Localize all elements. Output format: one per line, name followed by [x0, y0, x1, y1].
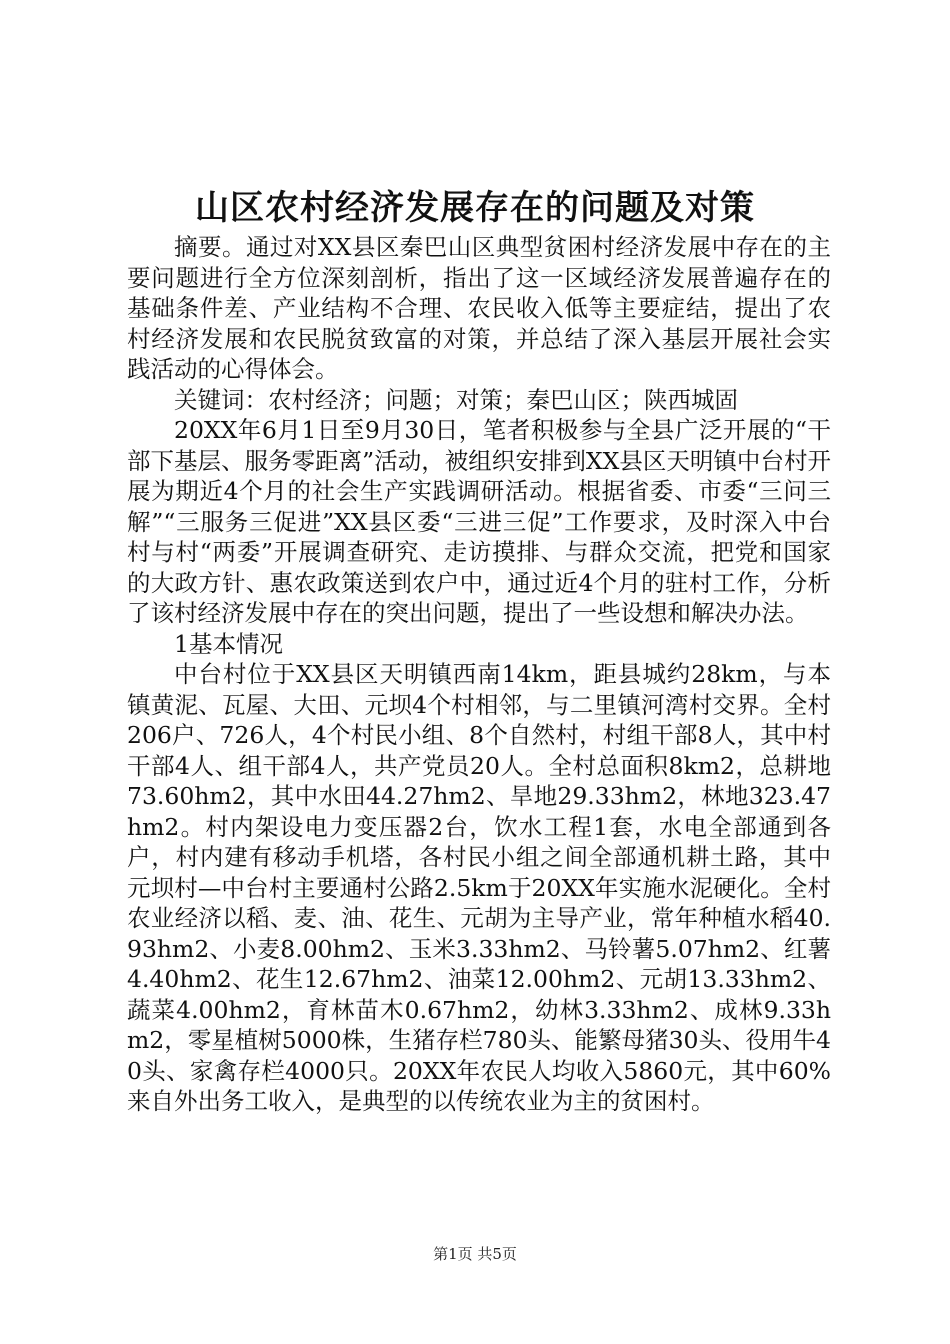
abstract-paragraph: 摘要。通过对XX县区秦巴山区典型贫困村经济发展中存在的主要问题进行全方位深刻剖析，指出了这一区域经济发展普遍存在的基础条件差、产业结构不合理、农民收入低等主要症结，提出了农村经济发展和农民脱贫致富的对策，并总结了深入基层开展社会实践活动的心得体会。: [127, 233, 831, 383]
document-title: 山区农村经济发展存在的问题及对策: [195, 188, 755, 228]
section-basic-info-paragraph: 中台村位于XX县区天明镇西南14km，距县城约28km，与本镇黄泥、瓦屋、大田、元坝4个村相邻，与二里镇河湾村交界。全村206户、726人，4个村民小组、8个自然村，村组干部8人，其中村干部4人、组干部4人，共产党员20人。全村总面积8km2，总耕地73.60hm2，其中水田44.27hm2、旱地29.33hm2，林地323.47hm2。村内架设电力变压器2台，饮水工程1套，水电全部通到各户，村内建有移动手机塔，各村民小组之间全部通机耕土路，其中元坝村—中台村主要通村公路2.5km于20XX年实施水泥硬化。全村农业经济以稻、麦、油、花生、元胡为主导产业，常年种植水稻40.93hm2、小麦8.00hm2、玉米3.33hm2、马铃薯5.07hm2、红薯4.40hm2、花生12.67hm2、油菜12.00hm2、元胡13.33hm2、蔬菜4.00hm2，育林苗木0.67hm2，幼林3.33hm2、成林9.33hm2，零星植树5000株，生猪存栏780头、能繁母猪30头、役用牛40头、家禽存栏4000只。20XX年农民人均收入5860元，其中60%来自外出务工收入，是典型的以传统农业为主的贫困村。: [127, 660, 831, 1115]
page-number-footer: 第1页 共5页: [433, 1245, 517, 1263]
section-heading-basic-info: 1基本情况: [174, 629, 283, 658]
intro-paragraph: 20XX年6月1日至9月30日，笔者积极参与全县广泛开展的“干部下基层、服务零距离”活动，被组织安排到XX县区天明镇中台村开展为期近4个月的社会生产实践调研活动。根据省委、市委“三问三解”“三服务三促进”XX县区委“三进三促”工作要求，及时深入中台村与村“两委”开展调查研究、走访摸排、与群众交流，把党和国家的大政方针、惠农政策送到农户中，通过近4个月的驻村工作，分析了该村经济发展中存在的突出问题，提出了一些设想和解决办法。: [127, 416, 831, 627]
keywords-paragraph: 关键词：农村经济；问题；对策；秦巴山区；陕西城固: [174, 385, 738, 414]
document-body: [127, 232, 831, 1117]
